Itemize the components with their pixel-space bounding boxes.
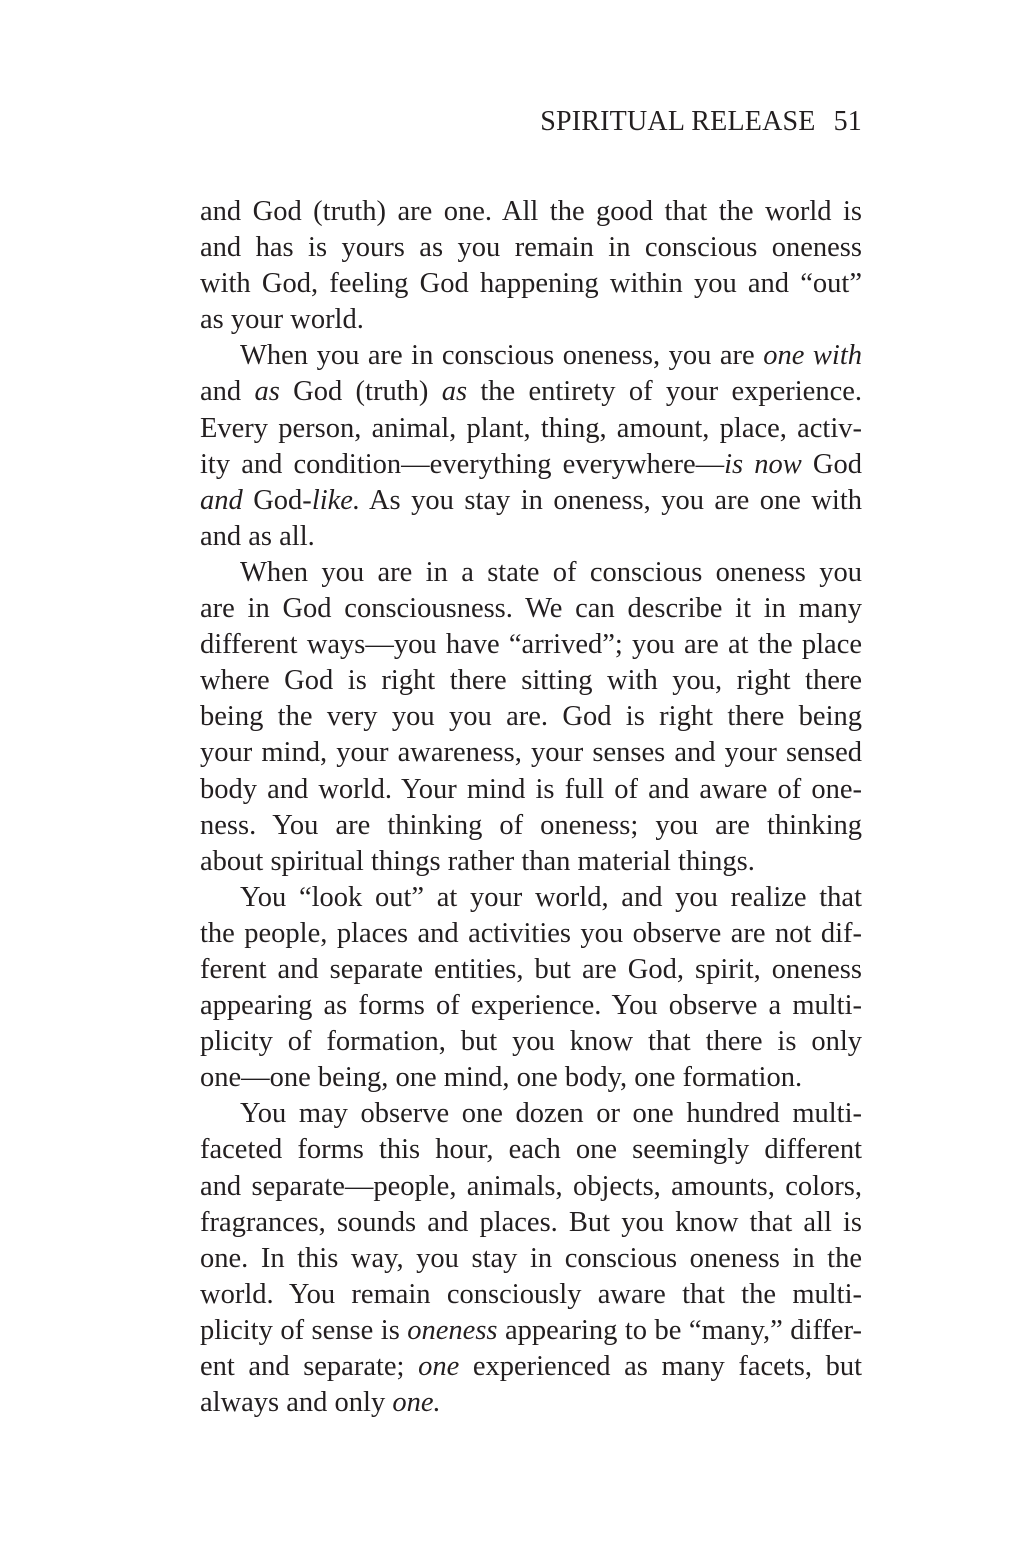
italic-run: as xyxy=(254,376,280,408)
body-text xyxy=(200,194,862,1421)
text-run: faceted forms this hour, each one seemingly different xyxy=(200,1134,862,1166)
text-run: one—one being, one mind, one body, one formation. xyxy=(200,1062,803,1094)
text-run: are in God consciousness. We can describe it in many xyxy=(200,593,862,625)
text-run: and as all. xyxy=(200,520,315,552)
text-run: As you stay in oneness, you are one with xyxy=(360,484,862,516)
text-run: and God (truth) are one. All the good that the world is xyxy=(200,196,862,227)
italic-run: one xyxy=(418,1351,460,1382)
text-line xyxy=(200,302,862,338)
text-line xyxy=(200,1277,862,1313)
text-run: experienced as many facets, but xyxy=(459,1351,862,1382)
text-line xyxy=(200,338,862,374)
text-run: different ways—you have “arrived”; you are at the place xyxy=(200,629,862,661)
italic-run: one. xyxy=(392,1387,441,1419)
paragraph xyxy=(200,338,862,555)
text-run: with God, feeling God happening within you and “out” xyxy=(200,268,862,300)
text-run: as your world. xyxy=(200,304,364,336)
text-line xyxy=(200,663,862,699)
text-line xyxy=(200,699,862,735)
text-line xyxy=(200,374,862,410)
paragraph xyxy=(200,880,862,1097)
text-run: ness. You are thinking of oneness; you are thinking xyxy=(200,809,862,841)
italic-run: like. xyxy=(311,484,361,516)
text-line xyxy=(200,1024,862,1060)
text-run: the people, places and activities you observe are not dif- xyxy=(200,917,862,949)
text-run: You may observe one dozen or one hundred multi- xyxy=(240,1098,862,1130)
text-line xyxy=(200,1169,862,1205)
text-run: where God is right there sitting with you, right there xyxy=(200,665,862,697)
text-line xyxy=(200,1205,862,1241)
italic-run: as xyxy=(441,376,468,408)
text-run: ity and condition—everything everywhere— xyxy=(200,448,725,480)
paragraph xyxy=(200,194,862,338)
text-run: one. In this way, you stay in conscious oneness in the xyxy=(200,1242,862,1274)
text-run: ferent and separate entities, but are God, spirit, oneness xyxy=(200,953,862,985)
text-run: When you are in conscious oneness, you are xyxy=(240,340,764,372)
text-run: plicity of formation, but you know that there is only xyxy=(200,1026,862,1058)
text-line xyxy=(200,555,862,591)
text-line xyxy=(200,411,862,447)
text-run: body and world. Your mind is full of and aware of one- xyxy=(200,773,862,805)
text-run: plicity of sense is xyxy=(200,1314,408,1346)
text-run: appearing to be “many,” differ- xyxy=(497,1314,862,1346)
paragraph xyxy=(200,1096,862,1421)
text-line xyxy=(200,519,862,555)
text-line xyxy=(200,808,862,844)
running-head xyxy=(540,106,862,138)
italic-run: is now xyxy=(724,448,802,480)
text-line xyxy=(200,735,862,771)
text-run: fragrances, sounds and places. But you know that all is xyxy=(200,1206,862,1238)
text-line xyxy=(200,916,862,952)
text-line xyxy=(200,194,862,230)
text-run: being the very you you are. God is right there being xyxy=(200,701,862,733)
text-run: and has is yours as you remain in conscious oneness xyxy=(200,232,862,264)
text-run: appearing as forms of experience. You observe a multi- xyxy=(200,990,862,1022)
paragraph xyxy=(200,555,862,880)
text-run: the entirety of your experience. xyxy=(467,376,863,408)
text-line xyxy=(200,772,862,808)
text-run: and xyxy=(200,376,255,408)
text-line xyxy=(200,591,862,627)
text-run: and separate—people, animals, objects, amounts, colors, xyxy=(200,1170,862,1202)
text-run: your mind, your awareness, your senses and your sensed xyxy=(200,737,862,769)
text-line xyxy=(200,627,862,663)
text-line xyxy=(200,447,862,483)
text-run: When you are in a state of conscious oneness you xyxy=(240,556,862,588)
text-line xyxy=(200,880,862,916)
text-line xyxy=(200,1241,862,1277)
text-line xyxy=(200,483,862,519)
text-line xyxy=(200,1385,862,1421)
text-run: world. You remain consciously aware that the multi- xyxy=(200,1278,862,1310)
text-run: You “look out” at your world, and you realize that xyxy=(240,881,862,913)
text-line xyxy=(200,230,862,266)
italic-run: and xyxy=(200,484,243,516)
italic-run: one with xyxy=(763,340,863,372)
text-run: always and only xyxy=(200,1387,393,1419)
text-run: God- xyxy=(242,484,312,516)
text-line xyxy=(200,1349,862,1385)
text-line xyxy=(200,844,862,880)
text-line xyxy=(200,1096,862,1132)
text-line xyxy=(200,1060,862,1096)
running-head-title: SPIRITUAL RELEASE xyxy=(540,106,816,137)
text-run: God xyxy=(801,448,862,480)
page-number: 51 xyxy=(833,106,862,137)
text-line xyxy=(200,266,862,302)
text-run: God (truth) xyxy=(279,376,442,408)
text-run: Every person, animal, plant, thing, amount, place, activ- xyxy=(200,412,862,444)
italic-run: oneness xyxy=(407,1314,498,1346)
text-line xyxy=(200,952,862,988)
text-line xyxy=(200,1313,862,1349)
text-run: about spiritual things rather than material things. xyxy=(200,845,755,877)
text-line xyxy=(200,1132,862,1168)
text-run: ent and separate; xyxy=(200,1351,419,1382)
text-line xyxy=(200,988,862,1024)
